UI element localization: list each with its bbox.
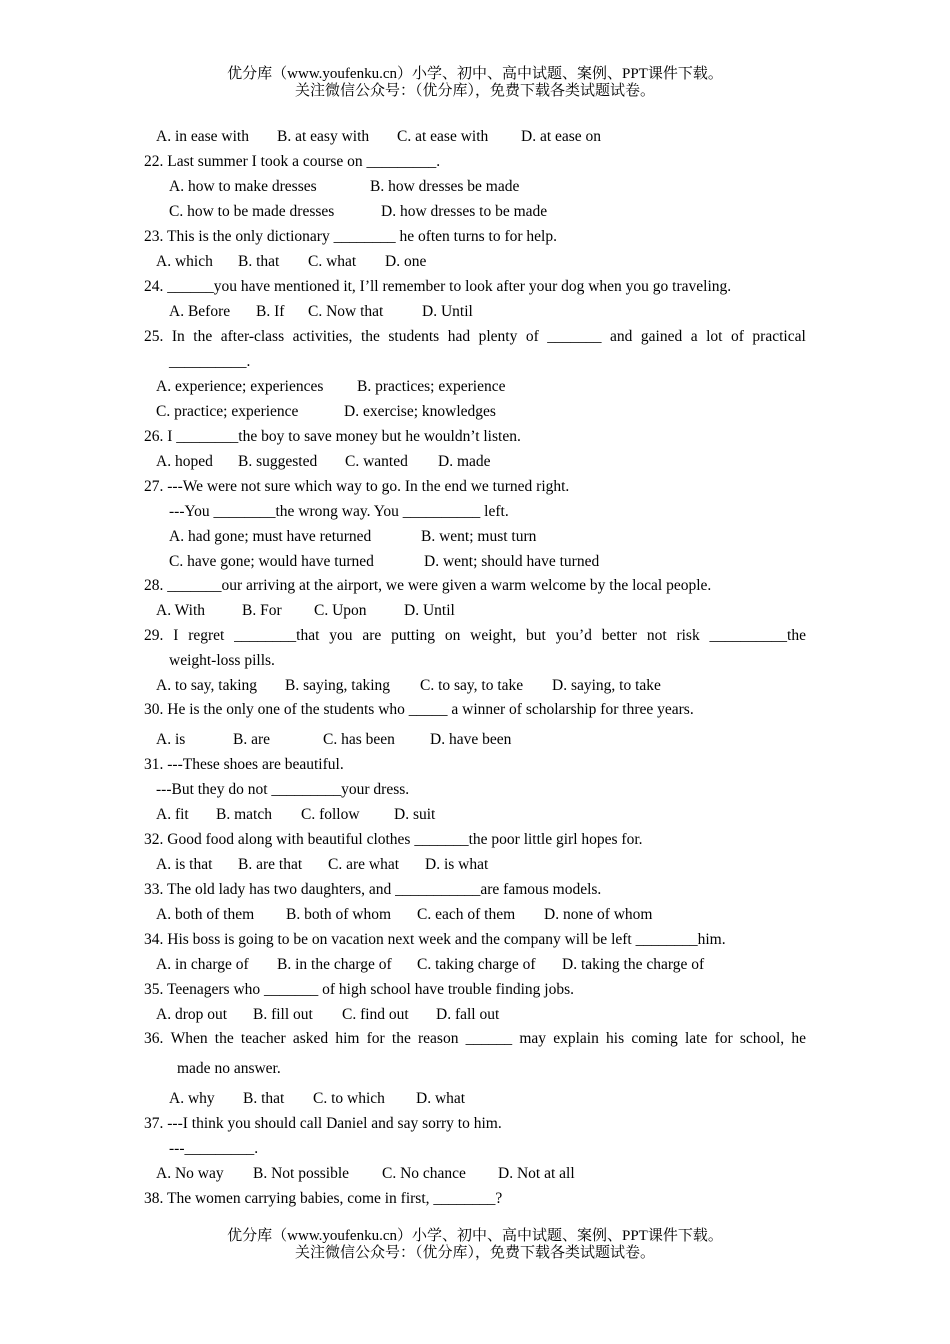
- q36-word: coming: [631, 1030, 678, 1047]
- q25-word: 25.: [144, 328, 164, 345]
- q23-options: [156, 252, 426, 272]
- q26-option-c: C. wanted: [345, 453, 408, 470]
- q25-word: and: [610, 328, 633, 345]
- q34-options: [156, 955, 704, 975]
- q28-options: [156, 601, 455, 621]
- q29-option-a: A. to say, taking: [156, 677, 258, 694]
- q28-option-c: C. Upon: [314, 602, 367, 619]
- header-line-2: 关注微信公众号：（优分库），免费下载各类试题试卷。: [294, 83, 655, 99]
- q26-stem: 26. I ________the boy to save money but he wouldn’t listen.: [144, 428, 521, 445]
- q36-word: ______: [465, 1030, 513, 1047]
- q35-option-a: A. drop out: [156, 1006, 228, 1023]
- header-line-1: 优分库（www.youfenku.cn）小学、初中、高中试题、案例、PPT课件下载。: [227, 66, 723, 82]
- q34-option-a: A. in charge of: [156, 956, 249, 973]
- q31-option-c: C. follow: [301, 806, 360, 823]
- q23-option-d: D. one: [385, 253, 427, 270]
- q29-word: but: [526, 627, 546, 644]
- q25-word: the: [360, 328, 380, 345]
- q29-options: [156, 676, 661, 696]
- q29-word: I: [173, 627, 179, 644]
- q25-word: plenty: [478, 328, 518, 345]
- q21-option-b: B. at easy with: [277, 128, 370, 145]
- q29-word: on: [444, 627, 461, 644]
- q30-stem: 30. He is the only one of the students who _____ a winner of scholarship for three years.: [144, 701, 694, 718]
- q25-word: had: [447, 328, 471, 345]
- q24-stem: 24. ______you have mentioned it, I’ll remember to look after your dog when you go traveling.: [144, 278, 732, 295]
- q27-options-row1: [169, 527, 536, 547]
- q29-word: weight,: [470, 627, 517, 644]
- q25-word: practical: [752, 328, 806, 345]
- q25-word: In: [171, 328, 185, 345]
- q33-stem: 33. The old lady has two daughters, and ___________are famous models.: [144, 881, 602, 898]
- q25-word: _______: [547, 328, 602, 345]
- q21-option-c: C. at ease with: [397, 128, 489, 145]
- q25-stem-cont: __________.: [169, 353, 251, 370]
- q37-options: [156, 1164, 575, 1184]
- q26-option-d: D. made: [438, 453, 491, 470]
- q28-stem: 28. _______our arriving at the airport, we were given a warm welcome by the local people.: [144, 577, 712, 594]
- q25-stem: [144, 327, 806, 347]
- q30-option-c: C. has been: [323, 731, 395, 748]
- q31-stem: 31. ---These shoes are beautiful.: [144, 756, 344, 773]
- q27-option-d: D. went; should have turned: [424, 553, 600, 570]
- q33-option-b: B. both of whom: [286, 906, 392, 923]
- q28-option-b: B. For: [242, 602, 282, 619]
- q22-option-b: B. how dresses be made: [370, 178, 520, 195]
- q36-option-d: D. what: [416, 1090, 466, 1107]
- q29-option-d: D. saying, to take: [552, 677, 661, 694]
- q25-option-c: C. practice; experience: [156, 403, 299, 420]
- q36-word: school,: [739, 1030, 785, 1047]
- q36-stem-cont: made no answer.: [177, 1060, 281, 1077]
- q35-options: [156, 1005, 499, 1025]
- q21-options: [156, 127, 601, 147]
- q25-word: the: [193, 328, 213, 345]
- q25-word: lot: [706, 328, 723, 345]
- q31-option-b: B. match: [216, 806, 272, 823]
- q33-option-d: D. none of whom: [544, 906, 653, 923]
- q25-word: students: [388, 328, 440, 345]
- q24-option-d: D. Until: [422, 303, 473, 320]
- q36-option-b: B. that: [243, 1090, 285, 1107]
- q36-word: When: [170, 1030, 208, 1047]
- q37-option-c: C. No chance: [382, 1165, 466, 1182]
- q25-word: after-class: [220, 328, 285, 345]
- q26-option-b: B. suggested: [238, 453, 318, 470]
- q37-stem-2: ---_________.: [169, 1140, 259, 1157]
- q29-word: you: [329, 627, 353, 644]
- q27-options-row2: [169, 552, 599, 572]
- q29-word: risk: [676, 627, 700, 644]
- q23-option-a: A. which: [156, 253, 213, 270]
- q22-options-row2: [169, 202, 547, 222]
- q22-options-row1: [169, 177, 519, 197]
- q30-options: [156, 730, 511, 750]
- q32-stem: 32. Good food along with beautiful clothes _______the poor little girl hopes for.: [144, 831, 643, 848]
- q25-word: activities,: [292, 328, 353, 345]
- q36-word: the: [214, 1030, 234, 1047]
- footer-line-1: 优分库（www.youfenku.cn）小学、初中、高中试题、案例、PPT课件下载。: [227, 1228, 723, 1244]
- q31-stem-2: ---But they do not _________your dress.: [156, 781, 410, 798]
- q33-options: [156, 905, 653, 925]
- q30-option-a: A. is: [156, 731, 186, 748]
- q27-stem-2: ---You ________the wrong way. You __________ left.: [169, 503, 509, 520]
- q26-option-a: A. hoped: [156, 453, 213, 470]
- q36-word: him: [335, 1030, 360, 1047]
- q36-word: for: [714, 1030, 733, 1047]
- q36-options: [169, 1089, 465, 1109]
- q30-option-b: B. are: [233, 731, 271, 748]
- q37-option-a: A. No way: [156, 1165, 224, 1182]
- q24-option-c: C. Now that: [308, 303, 384, 320]
- q24-options: [169, 302, 473, 322]
- q31-option-d: D. suit: [394, 806, 436, 823]
- q25-option-a: A. experience; experiences: [156, 378, 324, 395]
- q25-option-b: B. practices; experience: [357, 378, 506, 395]
- q36-word: asked: [292, 1030, 329, 1047]
- q21-option-d: D. at ease on: [521, 128, 602, 145]
- q22-option-d: D. how dresses to be made: [381, 203, 548, 220]
- q22-option-a: A. how to make dresses: [169, 178, 317, 195]
- q29-word: putting: [391, 627, 435, 644]
- q36-word: late: [685, 1030, 708, 1047]
- q36-word: reason: [418, 1030, 459, 1047]
- q24-option-a: A. Before: [169, 303, 231, 320]
- q29-word: you’d: [555, 627, 592, 644]
- page-footer: [0, 1228, 950, 1262]
- q34-option-c: C. taking charge of: [417, 956, 536, 973]
- q25-word: gained: [640, 328, 683, 345]
- q27-stem: 27. ---We were not sure which way to go. In the end we turned right.: [144, 478, 570, 495]
- q23-option-c: C. what: [308, 253, 357, 270]
- q34-stem: 34. His boss is going to be on vacation next week and the company will be left ________him.: [144, 931, 726, 948]
- q24-option-b: B. If: [256, 303, 285, 320]
- q23-option-b: B. that: [238, 253, 280, 270]
- q29-stem: [144, 626, 806, 646]
- q25-word: a: [690, 328, 698, 345]
- q36-option-c: C. to which: [313, 1090, 385, 1107]
- q35-stem: 35. Teenagers who _______ of high school have trouble finding jobs.: [144, 981, 574, 998]
- q29-option-b: B. saying, taking: [285, 677, 391, 694]
- q29-word: regret: [188, 627, 225, 644]
- q25-word: of: [525, 328, 539, 345]
- q30-option-d: D. have been: [430, 731, 512, 748]
- q38-stem: 38. The women carrying babies, come in first, ________?: [144, 1190, 503, 1207]
- q22-stem: 22. Last summer I took a course on _________.: [144, 153, 441, 170]
- q29-stem-cont: weight-loss pills.: [169, 652, 275, 669]
- q36-word: his: [606, 1030, 625, 1047]
- q29-word: __________the: [709, 627, 806, 644]
- q36-word: explain: [553, 1030, 599, 1047]
- q31-option-a: A. fit: [156, 806, 189, 823]
- q25-option-d: D. exercise; knowledges: [344, 403, 496, 420]
- q25-word: of: [730, 328, 744, 345]
- q22-option-c: C. how to be made dresses: [169, 203, 335, 220]
- q36-word: the: [391, 1030, 411, 1047]
- q29-option-c: C. to say, to take: [420, 677, 524, 694]
- q32-option-d: D. is what: [425, 856, 489, 873]
- q29-word: 29.: [144, 627, 164, 644]
- q34-option-d: D. taking the charge of: [562, 956, 705, 973]
- q25-options-row1: [156, 377, 505, 397]
- q32-options: [156, 855, 488, 875]
- q37-option-d: D. Not at all: [498, 1165, 575, 1182]
- q31-options: [156, 805, 435, 825]
- q33-option-c: C. each of them: [417, 906, 516, 923]
- q34-option-b: B. in the charge of: [277, 956, 392, 973]
- q37-stem: 37. ---I think you should call Daniel and say sorry to him.: [144, 1115, 502, 1132]
- q29-word: are: [362, 627, 382, 644]
- q36-word: he: [791, 1030, 806, 1047]
- q29-word: ________that: [234, 627, 320, 644]
- q21-option-a: A. in ease with: [156, 128, 249, 145]
- q27-option-c: C. have gone; would have turned: [169, 553, 374, 570]
- q36-stem: [144, 1029, 806, 1049]
- q26-options: [156, 452, 491, 472]
- q25-options-row2: [156, 402, 496, 422]
- q28-option-a: A. With: [156, 602, 206, 619]
- q36-word: 36.: [144, 1030, 164, 1047]
- q35-option-b: B. fill out: [253, 1006, 313, 1023]
- q37-option-b: B. Not possible: [253, 1165, 350, 1182]
- q36-word: teacher: [240, 1030, 286, 1047]
- q28-option-d: D. Until: [404, 602, 455, 619]
- q27-option-b: B. went; must turn: [421, 528, 537, 545]
- q29-word: not: [646, 627, 667, 644]
- q27-option-a: A. had gone; must have returned: [169, 528, 372, 545]
- q23-stem: 23. This is the only dictionary ________ he often turns to for help.: [144, 228, 557, 245]
- q35-option-d: D. fall out: [436, 1006, 500, 1023]
- q36-option-a: A. why: [169, 1090, 215, 1107]
- q35-option-c: C. find out: [342, 1006, 409, 1023]
- q36-word: may: [519, 1030, 547, 1047]
- q29-word: better: [601, 627, 637, 644]
- q33-option-a: A. both of them: [156, 906, 255, 923]
- page-header: [0, 66, 950, 100]
- footer-line-2: 关注微信公众号：（优分库），免费下载各类试题试卷。: [294, 1245, 655, 1261]
- q32-option-c: C. are what: [328, 856, 400, 873]
- q36-word: for: [366, 1030, 385, 1047]
- q32-option-b: B. are that: [238, 856, 303, 873]
- q32-option-a: A. is that: [156, 856, 213, 873]
